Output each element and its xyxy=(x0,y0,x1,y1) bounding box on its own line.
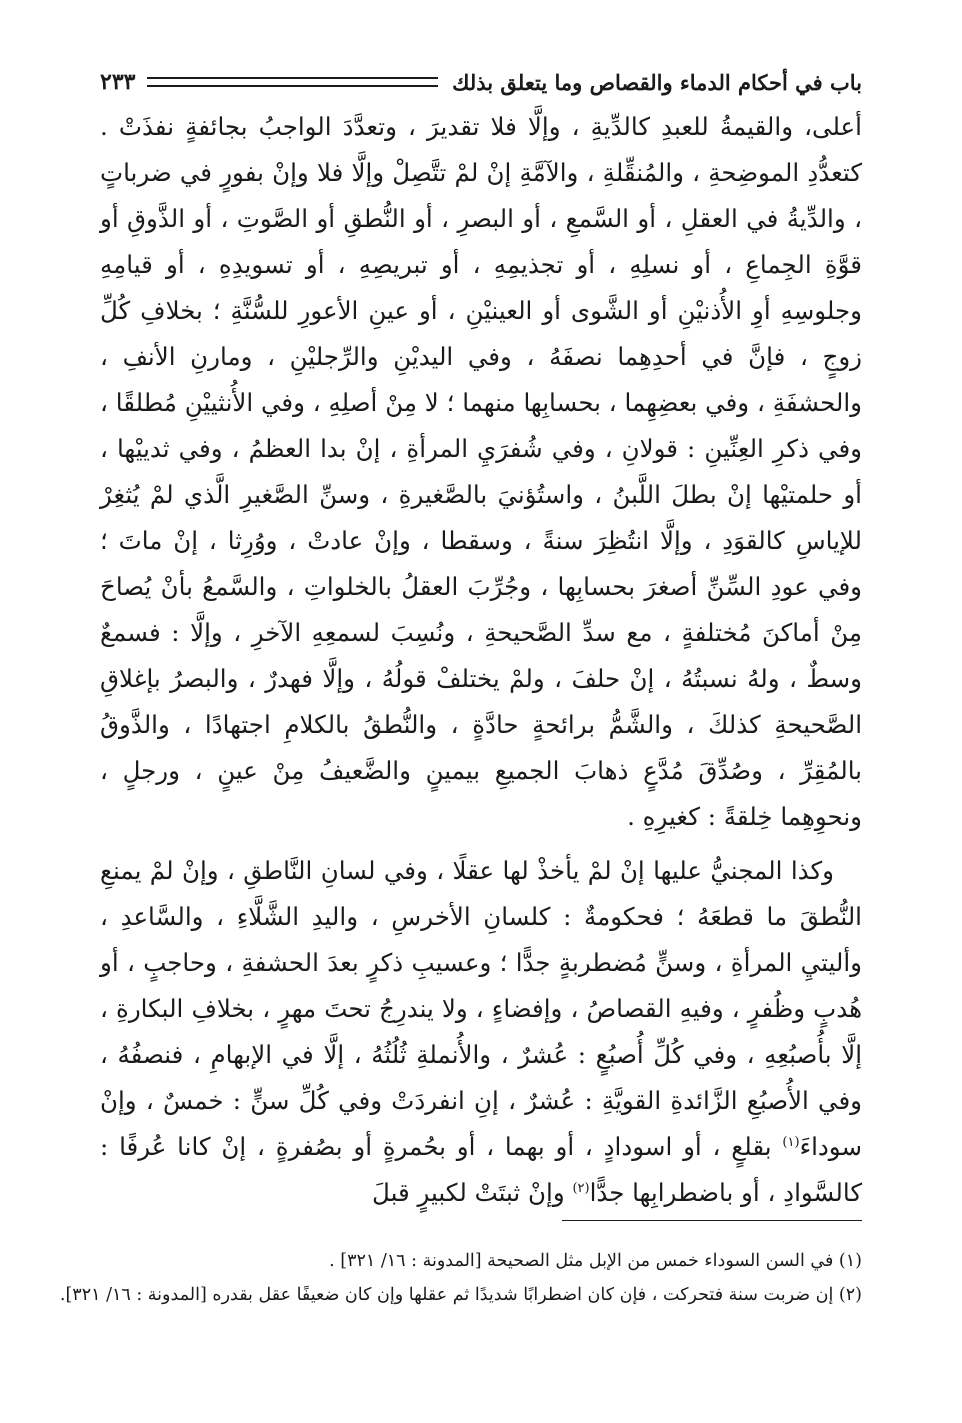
paragraph-2-text-c: وإنْ ثبتَتْ لكبيرٍ قبلَ xyxy=(372,1178,573,1207)
footnote-2: (٢) إن ضربت سنة فتحركت ، فإن كان اضطرابًا شديدًا ثم عقلها وإن كان ضعيفًا عقل بقدره [المدونة : ١٦/ ٣٢١]. xyxy=(59,1285,862,1305)
running-header xyxy=(100,64,862,100)
paragraph-2-text-a: وكذا المجنيُّ عليها إنْ لمْ يأخذْ لها عقلًا ، وفي لسانِ النَّاطقِ ، وإنْ لمْ يمنعِ النُّطقَ ما قطعَهُ ؛ فحكومةٌ : كلسانِ الأخرسِ ، واليدِ الشَّلَّاءِ ، والسَّاعدِ ، وأليتيِ المرأةِ ، وسنٍّ مُضطربةٍ جدًّا ؛ وعسيبِ ذكرٍ بعدَ الحشفةِ ، وحاجبٍ ، أو هُدبٍ وظُفرٍ ، وفيهِ القصاصُ ، وإفضاءٍ ، ولا يندرِجُ تحتَ مهرٍ ، بخلافِ البكارةِ ، إلَّا بأُصبُعِهِ ، وفي كُلِّ أُصبُعٍ : عُشرٌ ، والأُنملةِ ثُلُثُهُ ، إلَّا في الإبهامِ ، فنصفُهُ ، وفي الأُصبُعِ الزَّائدةِ القويَّةِ : عُشرٌ ، إنِ انفردَتْ وفي كُلِّ سنٍّ : خمسٌ ، وإنْ سوداءَ xyxy=(100,856,862,1161)
body-paragraph-1: أعلى، والقيمةُ للعبدِ كالدِّيةِ ، وإلَّا فلا تقديرَ ، وتعدَّدَ الواجبُ بجائفةٍ نفذَتْ . كتعدُّدِ الموضِحةِ ، والمُنقِّلةِ ، والآمَّةِ إنْ لمْ تتَّصِلْ وإلَّا فلا وإنْ بفورٍ في ضرباتٍ ، والدِّيةُ في العقلِ ، أو السَّمعِ ، أو البصرِ ، أو النُّطقِ أو الصَّوتِ ، أو الذَّوقِ أو قوَّةِ الجِماعِ ، أو نسلِهِ ، أو تجذيمِهِ ، أو تبريصِهِ ، أو تسويدِهِ ، أو قيامِهِ وجلوسِهِ أوِ الأُذنيْنِ أو الشَّوى أو العينيْنِ ، أو عينِ الأعورِ للسُّنَّةِ ؛ بخلافِ كُلِّ زوجٍ ، فإنَّ في أحدِهِما نصفَهُ ، وفي اليديْنِ والرِّجليْنِ ، ومارنِ الأنفِ ، والحشفَةِ ، وفي بعضِهِما ، بحسابِها منهما ؛ لا مِنْ أصلِهِ ، وفي الأُنثييْنِ مُطلقًا ، وفي ذكرِ العِنِّينِ : قولانِ ، وفي شُفرَيِ المرأةِ ، إنْ بدا العظمُ ، وفي ثدييْها ، أو حلمتيْها إنْ بطلَ اللَّبنُ ، واستُؤنيَ بالصَّغيرةِ ، وسنِّ الصَّغيرِ الَّذي لمْ يُثغِرْ للإياسِ كالقوَدِ ، وإلَّا انتُظِرَ سنةً ، وسقطا ، وإنْ عادتْ ، ووُرِثا ، إنْ ماتَ ؛ وفي عودِ السِّنِّ أصغرَ بحسابِها ، وجُرِّبَ العقلُ بالخلواتِ ، والسَّمعُ بأنْ يُصاحَ مِنْ أماكنَ مُختلفةٍ ، مع سدِّ الصَّحيحةِ ، ونُسِبَ لسمعِهِ الآخرِ ، وإلَّا : فسمعٌ وسطٌ ، ولهُ نسبتُهُ ، إنْ حلفَ ، ولمْ يختلفْ قولُهُ ، وإلَّا فهدرٌ ، والبصرُ بإغلاقِ الصَّحيحةِ كذلكَ ، والشَّمُّ برائحةٍ حادَّةٍ ، والنُّطقُ بالكلامِ اجتهادًا ، والذَّوقُ بالمُقِرِّ ، وصُدِّقَ مُدَّعٍ ذهابَ الجميعِ بيمينٍ والضَّعيفُ مِنْ عينٍ ، ورجلٍ ، ونحوِهِما خِلقةً : كغيرِهِ . xyxy=(100,112,863,831)
footnote-marker-1[interactable]: (١) xyxy=(782,1134,800,1150)
body-paragraph-2 xyxy=(100,848,862,1216)
footnote-marker-2[interactable]: (٢) xyxy=(572,1180,590,1196)
footnote-separator xyxy=(562,1220,862,1221)
footnotes xyxy=(59,1244,862,1312)
chapter-title: باب في أحكام الدماء والقصاص وما يتعلق بذلك xyxy=(452,69,862,95)
header-rule xyxy=(147,77,438,87)
paragraph-2-text-b: بقلعٍ ، أو اسودادٍ ، أو بهما ، أو بحُمرةٍ أو بصُفرةٍ ، إنْ كانا عُرفًا : كالسَّوادِ ، أو باضطرابِها جدًّا xyxy=(100,1132,862,1207)
footnote-1: (١) في السن السوداء خمس من الإبل مثل الصحيحة [المدونة : ١٦/ ٣٢١] . xyxy=(329,1251,862,1271)
page-number: ٢٣٣ xyxy=(100,69,136,95)
book-page xyxy=(59,64,863,1364)
